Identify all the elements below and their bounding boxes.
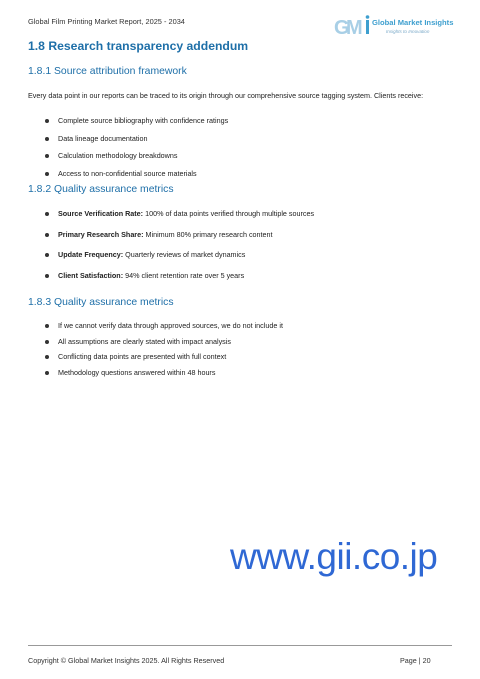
watermark-url: www.gii.co.jp [230, 536, 438, 577]
svg-text:M: M [346, 17, 363, 39]
logo-tagline: Insights to Innovation [386, 29, 430, 34]
bullet-icon [45, 324, 49, 328]
list-item: Source Verification Rate: 100% of data points verified through multiple sources [45, 209, 314, 230]
bullet-icon [45, 137, 49, 141]
subsection-title-source-attribution: 1.8.1 Source attribution framework [28, 66, 187, 77]
section-title: 1.8 Research transparency addendum [28, 39, 249, 53]
bullet-icon [45, 371, 49, 375]
list-item: Conflicting data points are presented with full context [45, 352, 283, 368]
intro-paragraph: Every data point in our reports can be traced to its origin through our comprehensive source tagging system. Clients receive: [28, 91, 424, 100]
list-item: Access to non-confidential source materials [45, 169, 228, 187]
report-title: Global Film Printing Market Report, 2025 - 2034 [28, 17, 185, 26]
footer-copyright: Copyright © Global Market Insights 2025. All Rights Reserved [28, 656, 225, 665]
list-item: Data lineage documentation [45, 134, 228, 152]
bullet-icon [45, 233, 49, 237]
page-number: Page | 20 [400, 656, 431, 665]
bullet-icon [45, 274, 49, 278]
list-item: Client Satisfaction: 94% client retention rate over 5 years [45, 271, 314, 292]
subsection-title-quality-metrics-2: 1.8.3 Quality assurance metrics [28, 297, 174, 308]
list-item: All assumptions are clearly stated with impact analysis [45, 337, 283, 353]
svg-text:G: G [334, 17, 350, 39]
verification-policy-list [45, 321, 283, 383]
subsection-title-quality-metrics: 1.8.2 Quality assurance metrics [28, 184, 174, 195]
footer-divider [28, 645, 452, 646]
bullet-icon [45, 355, 49, 359]
gmi-logo-mark-icon [334, 13, 374, 41]
list-item: Calculation methodology breakdowns [45, 151, 228, 169]
logo-name: Global Market Insights [372, 18, 454, 27]
bullet-icon [45, 253, 49, 257]
list-item: Methodology questions answered within 48 hours [45, 368, 283, 384]
list-item: If we cannot verify data through approved sources, we do not include it [45, 321, 283, 337]
list-item: Complete source bibliography with confidence ratings [45, 116, 228, 134]
gmi-logo [334, 13, 454, 41]
bullet-icon [45, 340, 49, 344]
quality-metrics-list [45, 209, 314, 291]
list-item: Primary Research Share: Minimum 80% primary research content [45, 230, 314, 251]
bullet-icon [45, 154, 49, 158]
source-attribution-list [45, 116, 228, 186]
bullet-icon [45, 212, 49, 216]
list-item: Update Frequency: Quarterly reviews of market dynamics [45, 250, 314, 271]
bullet-icon [45, 172, 49, 176]
bullet-icon [45, 119, 49, 123]
